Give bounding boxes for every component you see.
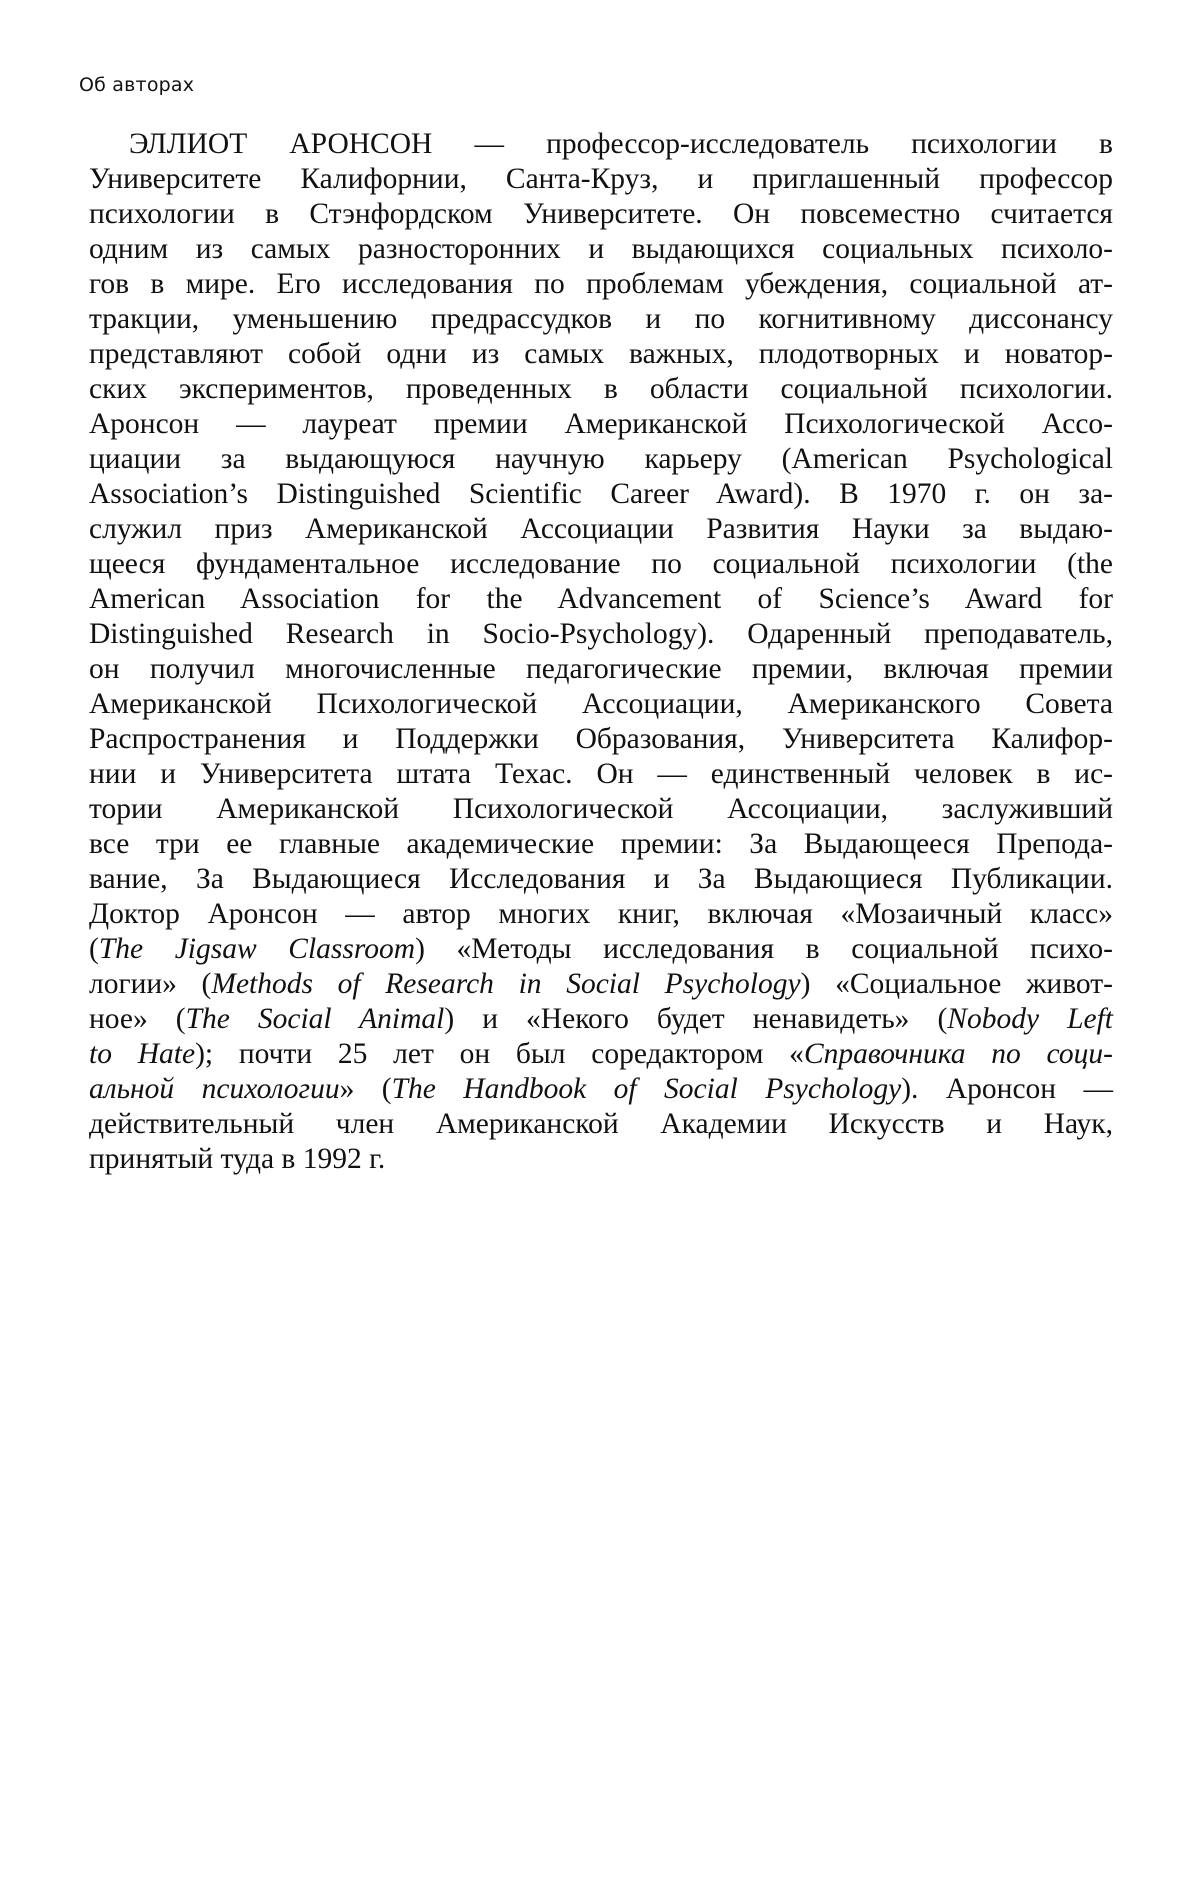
bio-line: циации за выдающуюся научную карьеру (American Psychological [89,442,1113,477]
bio-line: Американской Психологической Ассоциации, Американского Совета [89,687,1113,722]
bio-line: представляют собой одни из самых важных, плодотворных и новатор- [89,337,1113,372]
bio-line: нии и Университета штата Техас. Он — единственный человек в ис- [89,757,1113,792]
bio-line: действительный член Американской Академии Искусств и Наук, [89,1107,1113,1142]
bio-text: » ( [340,1073,392,1105]
bio-line: все три ее главные академические премии: За Выдающееся Препода- [89,827,1113,862]
bio-line: Association’s Distinguished Scientific Career Award). В 1970 г. он за- [89,477,1113,512]
bio-text: ). Аронсон — [901,1073,1113,1105]
bio-text: ) «Социальное живот- [801,968,1113,1000]
bio-text: ( [89,933,99,965]
bio-line: ских экспериментов, проведенных в области социальной психологии. [89,372,1113,407]
bio-line: Университете Калифорнии, Санта-Круз, и приглашенный профессор [89,162,1113,197]
bio-line [89,967,1113,1002]
bio-line: Distinguished Research in Socio-Psychology). Одаренный преподаватель, [89,617,1113,652]
bio-line [89,1072,1113,1107]
bio-line: гов в мире. Его исследования по проблемам убеждения, социальной ат- [89,267,1113,302]
bio-line: служил приз Американской Ассоциации Развития Науки за выдаю- [89,512,1113,547]
bio-line [89,1002,1113,1037]
bio-line: Доктор Аронсон — автор многих книг, включая «Мозаичный класс» [89,897,1113,932]
bio-text: ); почти 25 лет он был соредактором « [195,1038,804,1070]
book-title-handbook-ru: Справочника по соци- [804,1038,1113,1070]
bio-line: ЭЛЛИОТ АРОНСОН — профессор-исследователь психологии в [89,127,1113,162]
bio-text: ) «Методы исследования в социальной психо- [415,933,1113,965]
bio-text: ) и «Некого будет ненавидеть» ( [444,1003,947,1035]
bio-line-last: принятый туда в 1992 г. [89,1142,1113,1177]
book-title-handbook: The Handbook of Social Psychology [392,1073,902,1105]
bio-line: одним из самых разносторонних и выдающихся социальных психоло- [89,232,1113,267]
bio-line: он получил многочисленные педагогические премии, включая премии [89,652,1113,687]
book-title-social-animal: The Social Animal [186,1003,445,1035]
bio-line: Распространения и Поддержки Образования, Университета Калифор- [89,722,1113,757]
bio-text: логии» ( [89,968,211,1000]
book-title-handbook-ru-cont: альной психологии [89,1073,340,1105]
book-title-nobody-left: Nobody Left [947,1003,1113,1035]
bio-line: вание, За Выдающиеся Исследования и За Выдающиеся Публикации. [89,862,1113,897]
bio-line [89,1037,1113,1072]
bio-line [89,932,1113,967]
bio-line: тории Американской Психологической Ассоциации, заслуживший [89,792,1113,827]
book-title-to-hate: to Hate [89,1038,195,1070]
bio-line: психологии в Стэнфордском Университете. Он повсеместно считается [89,197,1113,232]
author-bio-paragraph [89,127,1113,1177]
running-head: Об авторах [79,74,194,96]
book-title-jigsaw: The Jigsaw Classroom [99,933,415,965]
bio-line: American Association for the Advancement of Science’s Award for [89,582,1113,617]
bio-text: ное» ( [89,1003,186,1035]
bio-line: щееся фундаментальное исследование по социальной психологии (the [89,547,1113,582]
book-title-methods: Methods of Research in Social Psychology [211,968,800,1000]
bio-line: Аронсон — лауреат премии Американской Психологической Ассо- [89,407,1113,442]
bio-line: тракции, уменьшению предрассудков и по когнитивному диссонансу [89,302,1113,337]
